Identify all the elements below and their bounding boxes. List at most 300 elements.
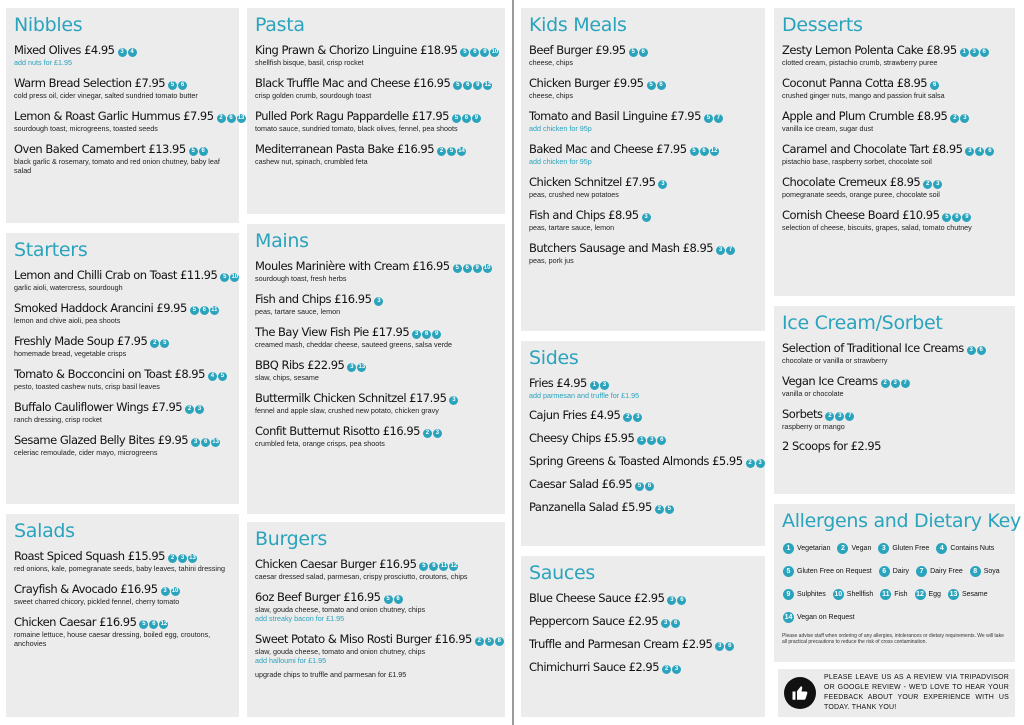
allergen-badge: 5 [139,620,148,629]
allergen-badges [452,74,492,90]
item-name-row [782,206,1007,223]
item-name-row [255,41,497,58]
allergen-badge: 12 [484,82,492,88]
menu-item [782,405,1007,431]
menu-item [782,107,1007,133]
item-name-row [529,173,757,190]
item-addon: add streaky bacon for £1.95 [255,614,345,623]
item-description: fennel and apple slaw, crushed new potato, chicken gravy [255,406,439,415]
item-name-row [529,406,757,423]
allergen-key-badge: 9 [783,589,794,600]
item-name-row [14,547,231,564]
panel-desserts [774,8,1015,296]
allergen-badge: 3 [449,396,458,405]
menu-item [529,658,757,675]
section-title: Starters [14,239,88,261]
allergen-key-label: Vegan on Request [797,614,855,621]
menu-item [14,580,231,606]
allergen-badges [628,41,648,57]
item-name: Chimichurri Sauce £2.95 [529,660,660,674]
menu-item [14,74,231,100]
allergen-badges [117,41,137,57]
menu-item [529,406,757,423]
allergen-badge: 2 [423,429,432,438]
allergen-badge: 5 [419,562,428,571]
item-name: Beef Burger £9.95 [529,43,626,57]
allergen-badges [959,41,989,57]
menu-item [255,630,501,679]
item-name-row [255,290,497,307]
allergen-badges [160,580,180,596]
section-title: Nibbles [14,14,83,36]
item-description: homemade bread, vegetable crisps [14,349,127,358]
allergen-badge: 9 [432,330,441,339]
item-description: romaine lettuce, house caesar dressing, boiled egg, croutons, anchovies [14,630,211,648]
item-name-row [255,356,497,373]
allergen-key-badge: 3 [878,543,889,554]
allergen-badge: 9 [480,48,489,57]
allergen-badges [715,239,735,255]
allergen-badge: 12 [450,563,458,569]
item-description: slaw, gouda cheese, tomato and onion chutney, chips [255,605,426,614]
allergen-badge: 5 [485,637,494,646]
item-name: 2 Scoops for £2.95 [782,439,882,453]
allergen-badge: 3 [891,379,900,388]
allergen-badges [190,431,220,447]
item-name: Lemon and Chilli Crab on Toast £11.95 [14,268,218,282]
item-name-row [14,431,231,448]
allergen-key [878,560,909,583]
item-description: vanilla ice cream, sugar dust [782,124,874,133]
item-name: Panzanella Salad £5.95 [529,500,652,514]
allergen-badges [745,452,765,468]
item-name-row [14,107,245,124]
allergen-key-grid [782,537,1007,629]
allergen-badges [880,372,910,388]
allergen-badge: 3 [178,554,187,563]
item-name: Buttermilk Chicken Schnitzel £17.95 [255,391,447,405]
item-name: King Prawn & Chorizo Linguine £18.95 [255,43,458,57]
panel-mains [247,224,505,514]
menu-item [529,41,757,67]
allergen-badges [714,635,734,651]
allergen-badges [922,173,942,189]
menu-item [529,589,757,606]
menu-item [255,389,497,415]
item-name: Sorbets [782,407,823,421]
item-name-row [529,374,757,391]
item-name-row [255,422,497,439]
allergen-badges [641,206,651,222]
item-addon: add nuts for £1.95 [14,58,72,67]
item-name: Zesty Lemon Polenta Cake £8.95 [782,43,957,57]
allergen-badge: 3 [347,363,356,372]
allergen-badge: 2 [437,147,446,156]
menu-item [529,74,757,100]
allergen-badge: 4 [208,372,217,381]
item-description: crumbled feta, orange crisps, pea shoots [255,439,385,448]
allergen-badges [149,332,169,348]
allergen-badge: 7 [901,379,910,388]
menu-item [782,372,1007,398]
menu-item [255,555,497,581]
allergen-badges [167,547,197,563]
allergen-badge: 5 [220,273,229,282]
allergen-badges [451,107,481,123]
allergen-badge: 2 [923,180,932,189]
item-description: black garlic & rosemary, tomato and red onion chutney, baby leaf salad [14,157,220,175]
item-name-row [529,74,757,91]
allergen-badges [964,140,994,156]
allergen-badges [646,74,666,90]
allergen-badge: 6 [470,48,479,57]
item-description: peas, tartare sauce, lemon [529,223,615,232]
item-name: 6oz Beef Burger £16.95 [255,590,381,604]
allergen-key-badge: 7 [916,566,927,577]
item-description: red onions, kale, pomegranate seeds, baby leaves, tahini dressing [14,564,225,573]
item-name-row [529,589,757,606]
allergen-badges [184,398,204,414]
allergen-badge: 3 [633,413,642,422]
allergen-badge: 1 [590,381,599,390]
menu-item [529,374,757,400]
allergen-badges [459,41,499,57]
allergen-key [947,583,988,606]
allergen-badge: 6 [200,306,209,315]
allergen-badge: 5 [629,48,638,57]
item-name-row [529,239,757,256]
allergen-key-label: Dairy [892,568,910,575]
allergen-badge: 7 [714,114,723,123]
allergen-badges [661,658,681,674]
item-name: Butchers Sausage and Mash £8.95 [529,241,714,255]
allergen-badge: 11 [211,307,218,313]
allergen-badge: 3 [195,405,204,414]
panel-salads [6,514,239,717]
allergen-badge: 6 [462,114,471,123]
allergen-badges [346,356,366,372]
section-title: Pasta [255,14,305,36]
allergen-badge: 5 [942,213,951,222]
menu-item [255,290,497,316]
allergen-badge: 6 [463,81,472,90]
allergen-badge: 6 [700,147,709,156]
menu-item [529,452,762,469]
allergen-badge: 5 [647,81,656,90]
allergen-key [969,560,1000,583]
allergen-badge: 3 [970,48,979,57]
menu-item [14,140,231,175]
item-name: Sesame Glazed Belly Bites £9.95 [14,433,189,447]
allergen-badges [219,266,239,282]
panel-pasta [247,8,505,214]
menu-item [14,431,231,457]
allergen-badge: 3 [960,114,969,123]
item-description: pesto, toasted cashew nuts, crisp basil leaves [14,382,160,391]
allergen-key-label: Gluten Free on Request [797,568,872,575]
item-name-row [529,658,757,675]
item-name-row [529,107,757,124]
allergen-badge: 2 [150,339,159,348]
item-name: Spring Greens & Toasted Almonds £5.95 [529,454,743,468]
item-name: Sweet Potato & Miso Rosti Burger £16.95 [255,632,472,646]
item-description: lemon and chive aioli, pea shoots [14,316,121,325]
menu-item [782,438,1007,454]
page-divider [512,0,514,725]
item-name: Smoked Haddock Arancini £9.95 [14,301,187,315]
item-name: Selection of Traditional Ice Creams [782,341,964,355]
item-name: BBQ Ribs £22.95 [255,358,345,372]
menu-item [255,323,497,349]
allergen-badge: 6 [201,438,210,447]
section-title: Desserts [782,14,863,36]
item-name-row [255,323,497,340]
item-name: Mixed Olives £4.95 [14,43,115,57]
item-name-row [782,140,1007,157]
allergen-badges [448,389,458,405]
allergen-badge: 10 [491,49,499,55]
allergen-badge: 2 [950,114,959,123]
menu-item [782,74,1007,100]
allergen-badge: 6 [977,346,986,355]
menu-item [529,612,757,629]
item-description: chocolate or vanilla or strawberry [782,356,888,365]
item-name-row [782,372,1007,389]
allergen-key [935,537,994,560]
menu-item [255,41,497,67]
item-description: creamed mash, cheddar cheese, sauteed greens, salsa verde [255,340,452,349]
allergen-key [832,583,873,606]
allergen-badge: 13 [237,115,245,121]
allergen-badge: 6 [149,620,158,629]
allergen-badges [422,422,442,438]
allergen-badge: 3 [716,246,725,255]
menu-item [14,107,245,133]
allergen-key [914,583,941,606]
item-description: peas, tartare sauce, lemon [255,307,341,316]
menu-item [14,613,231,648]
item-description: sourdough toast, fresh herbs [255,274,347,283]
allergen-badge: 3 [661,619,670,628]
allergen-key-badge: 2 [837,543,848,554]
item-description: selection of cheese, biscuits, grapes, salad, tomato chutney [782,223,972,232]
allergen-badge: 3 [667,596,676,605]
allergen-badge: 6 [985,147,994,156]
panel-sauces [521,556,765,717]
menu-item [14,398,231,424]
menu-item [255,257,497,283]
allergen-badges [383,588,403,604]
allergen-badge: 6 [980,48,989,57]
item-description: pomegranate seeds, orange puree, chocolate soil [782,190,940,199]
panel-allergens [774,504,1021,662]
item-name: Caramel and Chocolate Tart £8.95 [782,142,963,156]
allergen-key-badge: 10 [834,591,843,598]
allergen-key-label: Shellfish [846,591,874,598]
item-name-row [529,452,762,469]
allergen-badge: 9 [473,264,482,273]
allergen-key-label: Egg [928,591,941,598]
menu-item [14,332,231,358]
allergen-badges [966,339,986,355]
item-description: peas, pork jus [529,256,574,265]
item-name-row [782,41,1007,58]
item-name: Mediterranean Pasta Bake £16.95 [255,142,435,156]
item-name: Cajun Fries £4.95 [529,408,621,422]
item-name: Pulled Pork Ragu Pappardelle £17.95 [255,109,449,123]
item-name: Buffalo Cauliflower Wings £7.95 [14,400,183,414]
allergen-badge: 4 [128,48,137,57]
item-name: Chicken Schnitzel £7.95 [529,175,656,189]
section-title: Sauces [529,562,595,584]
item-description: slaw, chips, sesame [255,373,319,382]
item-name-row [14,365,231,382]
item-name-row [14,332,231,349]
item-addon: add chicken for 95p [529,124,592,133]
allergen-badge: 5 [704,114,713,123]
item-name-row [255,107,497,124]
item-name: Crayfish & Avocado £16.95 [14,582,158,596]
panel-starters [6,233,239,504]
allergen-badge: 6 [671,619,680,628]
allergen-badge: 3 [412,330,421,339]
allergen-badge: 12 [160,621,168,627]
item-name: Caesar Salad £6.95 [529,477,633,491]
allergen-badge: 6 [463,264,472,273]
item-name-row [14,140,231,157]
allergen-key-label: Fish [894,591,908,598]
allergen-key [782,560,872,583]
menu-item [782,41,1007,67]
allergen-key [879,583,907,606]
allergen-badge: 3 [374,297,383,306]
allergen-badge: 2 [662,665,671,674]
allergen-badge: 14 [458,148,465,154]
allergen-badge: 3 [965,147,974,156]
allergen-key-badge: 5 [783,566,794,577]
allergen-badge: 9 [473,81,482,90]
allergen-key-badge: 11 [882,591,890,598]
item-addon: add parmesan and truffle for £1.95 [529,391,640,400]
item-name-row [529,429,757,446]
allergen-badges [589,374,609,390]
item-name: Vegan Ice Creams [782,374,878,388]
item-name-row [782,173,1007,190]
allergen-badge: 3 [658,180,667,189]
allergen-badge: 6 [725,642,734,651]
item-name-row [782,438,1007,454]
item-description: slaw, gouda cheese, tomato and onion chutney, chips [255,647,426,656]
item-name: Cornish Cheese Board £10.95 [782,208,940,222]
allergen-key [782,583,826,606]
item-description: celeriac remoulade, cider mayo, microgreens [14,448,158,457]
allergen-badges [474,630,504,646]
allergen-badge: 11 [440,563,448,569]
section-title: Burgers [255,528,327,550]
menu-item [255,140,497,166]
allergen-badge: 6 [422,330,431,339]
item-name-row [529,612,757,629]
item-name-row [529,206,757,223]
item-description: crisp golden crumb, sourdough toast [255,91,372,100]
item-name: Confit Butternut Risotto £16.95 [255,424,420,438]
allergen-badge: 3 [835,412,844,421]
allergen-key-badge: 4 [936,543,947,554]
allergen-badges [689,140,719,156]
item-name: Moules Marinière with Cream £16.95 [255,259,450,273]
item-name: Lemon & Roast Garlic Hummus £7.95 [14,109,214,123]
item-name: Tomato & Bocconcini on Toast £8.95 [14,367,205,381]
item-name: Fish and Chips £8.95 [529,208,639,222]
item-addon: add halloumi for £1.95 [255,656,327,665]
menu-item [782,206,1007,232]
allergen-badges [657,173,667,189]
allergen-badge: 10 [231,274,239,280]
item-name: Chicken Caesar £16.95 [14,615,137,629]
item-description: garlic aioli, watercress, sourdough [14,283,123,292]
menu-item [255,74,497,100]
allergen-badge: 6 [952,213,961,222]
item-name: Coconut Panna Cotta £8.95 [782,76,928,90]
allergen-badge: 3 [933,180,942,189]
item-description: crushed ginger nuts, mango and passion fruit salsa [782,91,945,100]
allergen-badge: 6 [657,81,666,90]
allergen-badge: 5 [452,114,461,123]
allergen-badges [666,589,686,605]
item-name: Chicken Caesar Burger £16.95 [255,557,417,571]
item-name-row [529,140,757,157]
allergen-key-badge: 1 [783,543,794,554]
allergen-note: Please advise staff when ordering of any allergies, intolerances or dietary requirements. We will take all practical precautions to reduce the risk of cross contamination. [782,633,1004,645]
item-name-row [255,588,497,605]
allergen-badge: 2 [746,459,755,468]
allergen-badge: 6 [178,81,187,90]
allergen-badge: 2 [825,412,834,421]
item-name-row [529,41,757,58]
allergen-badges [660,612,680,628]
allergen-badges [634,475,654,491]
allergen-badge: 5 [635,482,644,491]
item-name-row [255,389,497,406]
item-name: Fish and Chips £16.95 [255,292,372,306]
item-description: clotted cream, pistachio crumb, strawberry puree [782,58,938,67]
allergen-key [877,537,929,560]
allergen-badge: 3 [647,436,656,445]
menu-item [14,547,231,573]
allergen-badge: 10 [171,588,179,594]
item-name-row [14,74,231,91]
allergen-badges [189,299,219,315]
item-name: Chocolate Cremeux £8.95 [782,175,921,189]
allergen-badge: 1 [637,436,646,445]
item-name-row [255,555,497,572]
item-description: caesar dressed salad, parmesan, crispy prosciutto, croutons, chips [255,572,468,581]
allergen-badges [373,290,383,306]
item-description: sweet charred chicory, pickled fennel, cherry tomato [14,597,180,606]
menu-item [529,206,757,232]
allergen-badge: 3 [967,346,976,355]
review-text: PLEASE LEAVE US AS A REVIEW VIA TRIPADVISOR OR GOOGLE REVIEW - WE'D LOVE TO HEAR YOUR FEEDBACK ABOUT YOUR EXPERIENCE WITH US TODAY. THANK YOU! [824,674,1009,711]
menu-item [255,588,497,623]
allergen-badges [188,140,208,156]
allergen-badges [436,140,466,156]
item-name-row [255,140,497,157]
allergen-badge: 3 [118,48,127,57]
allergen-badge: 5 [447,147,456,156]
allergen-key-badge: 6 [879,566,890,577]
allergen-badge: 2 [881,379,890,388]
item-name-row [782,339,1007,356]
